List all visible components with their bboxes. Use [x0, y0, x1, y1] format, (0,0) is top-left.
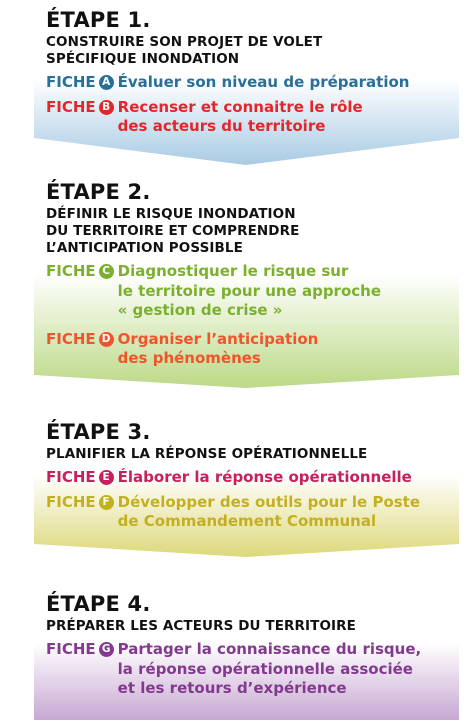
fiche-e[interactable]	[46, 468, 459, 488]
step-4	[0, 592, 473, 722]
step-2	[0, 180, 473, 390]
step-3-subtitle: PLANIFIER LA RÉPONSE OPÉRATIONNELLE	[46, 446, 368, 462]
fiche-g-label: FICHE	[46, 640, 96, 658]
fiche-c-badge-icon: C	[99, 264, 114, 279]
step-3	[0, 420, 473, 560]
fiche-a-badge-icon: A	[99, 75, 114, 90]
fiche-c[interactable]	[46, 262, 459, 321]
fiche-e-badge-icon: E	[99, 470, 114, 485]
fiche-b[interactable]	[46, 98, 459, 137]
step-1-subtitle: CONSTRUIRE SON PROJET DE VOLET SPÉCIFIQUE INONDATION	[46, 34, 323, 67]
step-2-title: ÉTAPE 2.	[46, 180, 151, 204]
fiche-c-label: FICHE	[46, 262, 96, 280]
step-2-subtitle: DÉFINIR LE RISQUE INONDATION DU TERRITOIRE ET COMPRENDRE L’ANTICIPATION POSSIBLE	[46, 206, 300, 256]
step-1-title: ÉTAPE 1.	[46, 8, 151, 32]
fiche-f-label: FICHE	[46, 492, 96, 511]
fiche-b-label: FICHE	[46, 97, 96, 116]
fiche-g[interactable]	[46, 640, 459, 699]
step-1	[0, 8, 473, 168]
fiche-f[interactable]	[46, 493, 459, 532]
fiche-g-badge-icon: G	[99, 642, 114, 657]
fiche-f-badge-icon: F	[99, 495, 114, 510]
fiche-f-text: Développer des outils pour le Poste de Commandement Communal	[117, 492, 421, 530]
fiche-a-text: Évaluer son niveau de préparation	[117, 73, 410, 91]
fiche-b-text: Recenser et connaitre le rôle des acteurs du territoire	[117, 97, 363, 135]
fiche-g-text: Partager la connaissance du risque, la réponse opérationnelle associée et les retours d’expérience	[117, 640, 422, 697]
fiche-a[interactable]	[46, 73, 459, 93]
fiche-d-badge-icon: D	[99, 332, 114, 347]
fiche-a-label: FICHE	[46, 73, 96, 91]
fiche-c-text: Diagnostiquer le risque sur le territoire pour une approche « gestion de crise »	[117, 262, 382, 319]
fiche-e-label: FICHE	[46, 468, 96, 486]
step-4-subtitle: PRÉPARER LES ACTEURS DU TERRITOIRE	[46, 618, 356, 634]
fiche-d-text: Organiser l’anticipation des phénomènes	[117, 329, 319, 367]
fiche-e-text: Élaborer la réponse opérationnelle	[117, 468, 412, 486]
fiche-b-badge-icon: B	[99, 100, 114, 115]
step-4-title: ÉTAPE 4.	[46, 592, 151, 616]
step-3-title: ÉTAPE 3.	[46, 420, 151, 444]
fiche-d[interactable]	[46, 330, 459, 369]
fiche-d-label: FICHE	[46, 329, 96, 348]
